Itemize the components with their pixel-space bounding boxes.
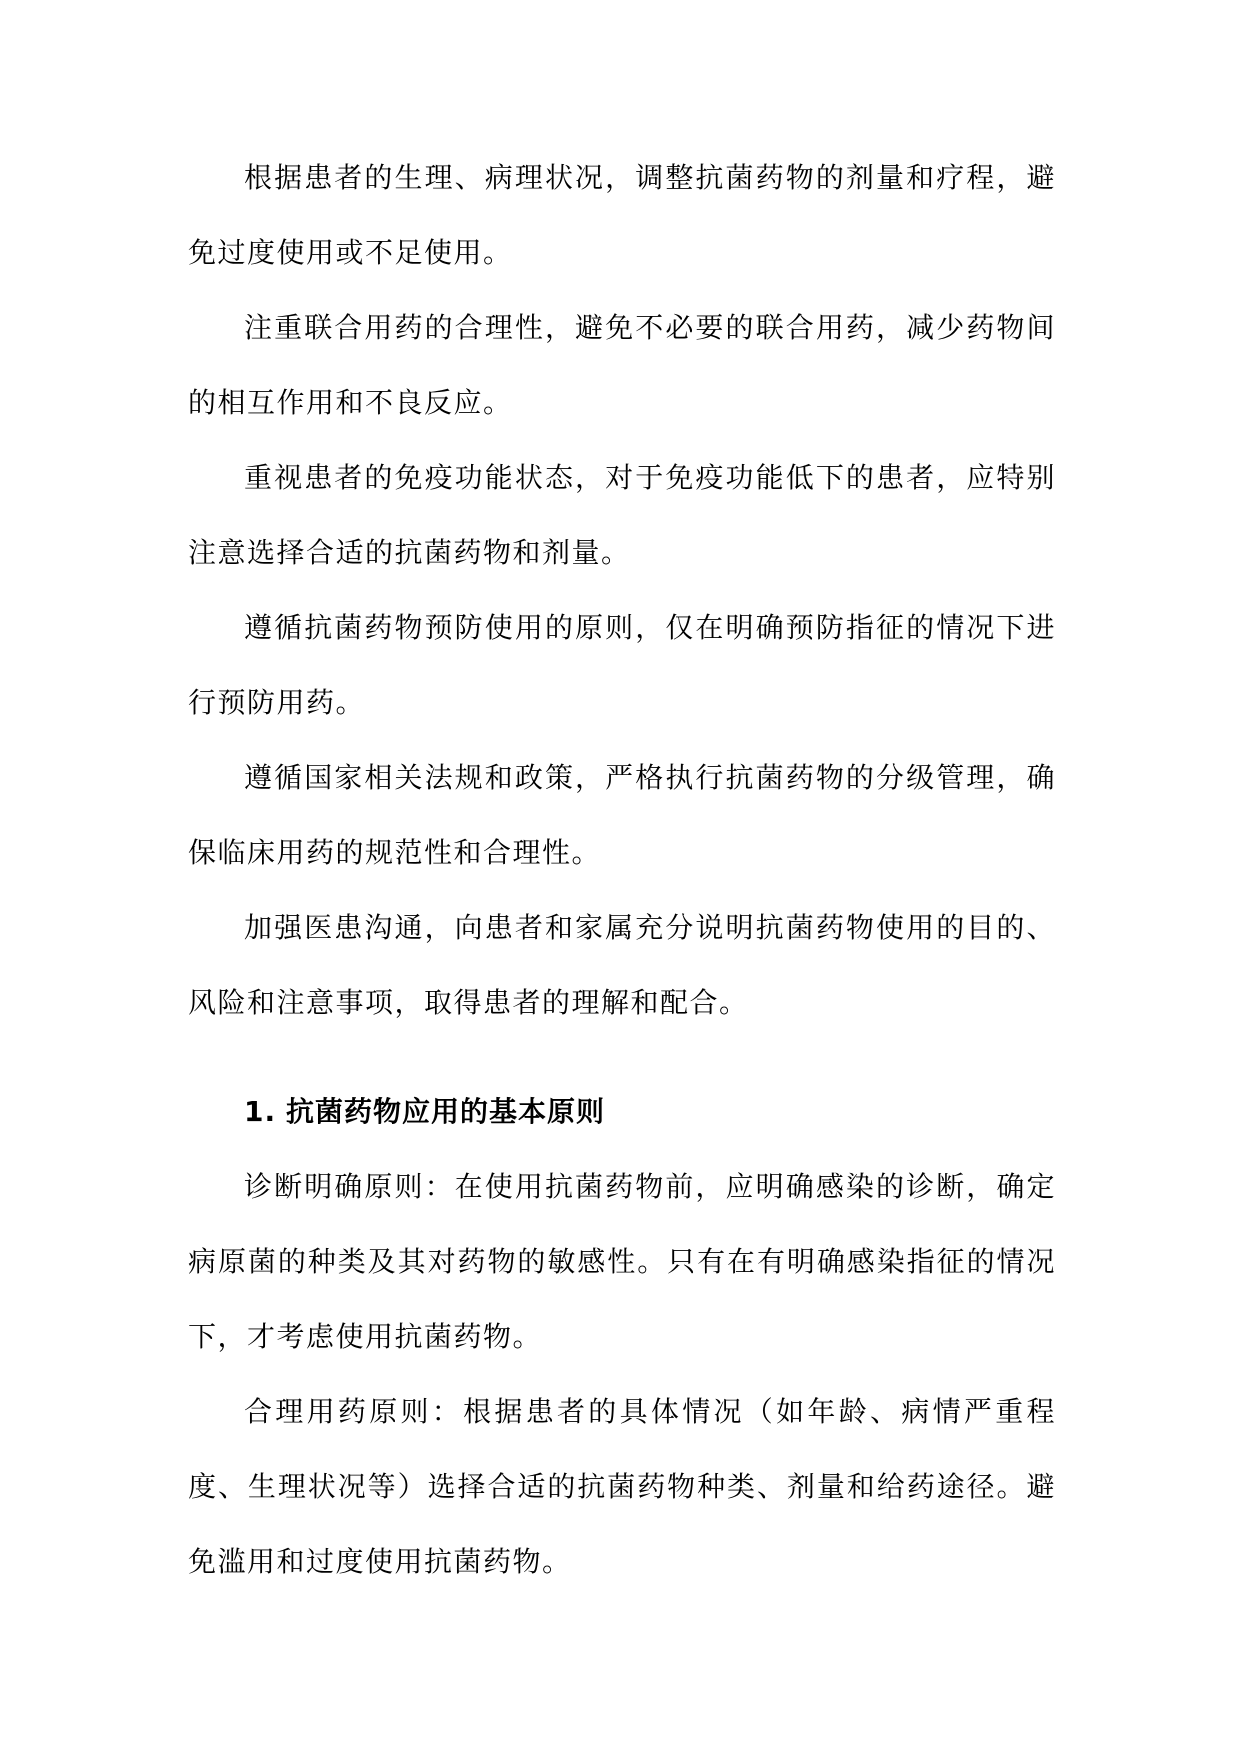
section-heading bbox=[188, 1074, 1056, 1149]
paragraph: 注重联合用药的合理性，避免不必要的联合用药，减少药物间的相互作用和不良反应。 bbox=[188, 311, 1056, 419]
section-title: 抗菌药物应用的基本原则 bbox=[286, 1095, 606, 1128]
paragraph: 合理用药原则：根据患者的具体情况（如年龄、病情严重程度、生理状况等）选择合适的抗菌药物种类、剂量和给药途径。避免滥用和过度使用抗菌药物。 bbox=[188, 1395, 1056, 1578]
paragraph: 遵循国家相关法规和政策，严格执行抗菌药物的分级管理，确保临床用药的规范性和合理性。 bbox=[188, 761, 1056, 869]
paragraph: 重视患者的免疫功能状态，对于免疫功能低下的患者，应特别注意选择合适的抗菌药物和剂量。 bbox=[188, 461, 1056, 569]
paragraph: 遵循抗菌药物预防使用的原则，仅在明确预防指征的情况下进行预防用药。 bbox=[188, 611, 1056, 719]
paragraph: 加强医患沟通，向患者和家属充分说明抗菌药物使用的目的、风险和注意事项，取得患者的理解和配合。 bbox=[188, 911, 1056, 1019]
section-number: 1. bbox=[244, 1095, 277, 1128]
paragraph: 诊断明确原则：在使用抗菌药物前，应明确感染的诊断，确定病原菌的种类及其对药物的敏感性。只有在有明确感染指征的情况下，才考虑使用抗菌药物。 bbox=[188, 1170, 1056, 1353]
document-body bbox=[188, 140, 1056, 1599]
paragraph: 根据患者的生理、病理状况，调整抗菌药物的剂量和疗程，避免过度使用或不足使用。 bbox=[188, 161, 1056, 269]
